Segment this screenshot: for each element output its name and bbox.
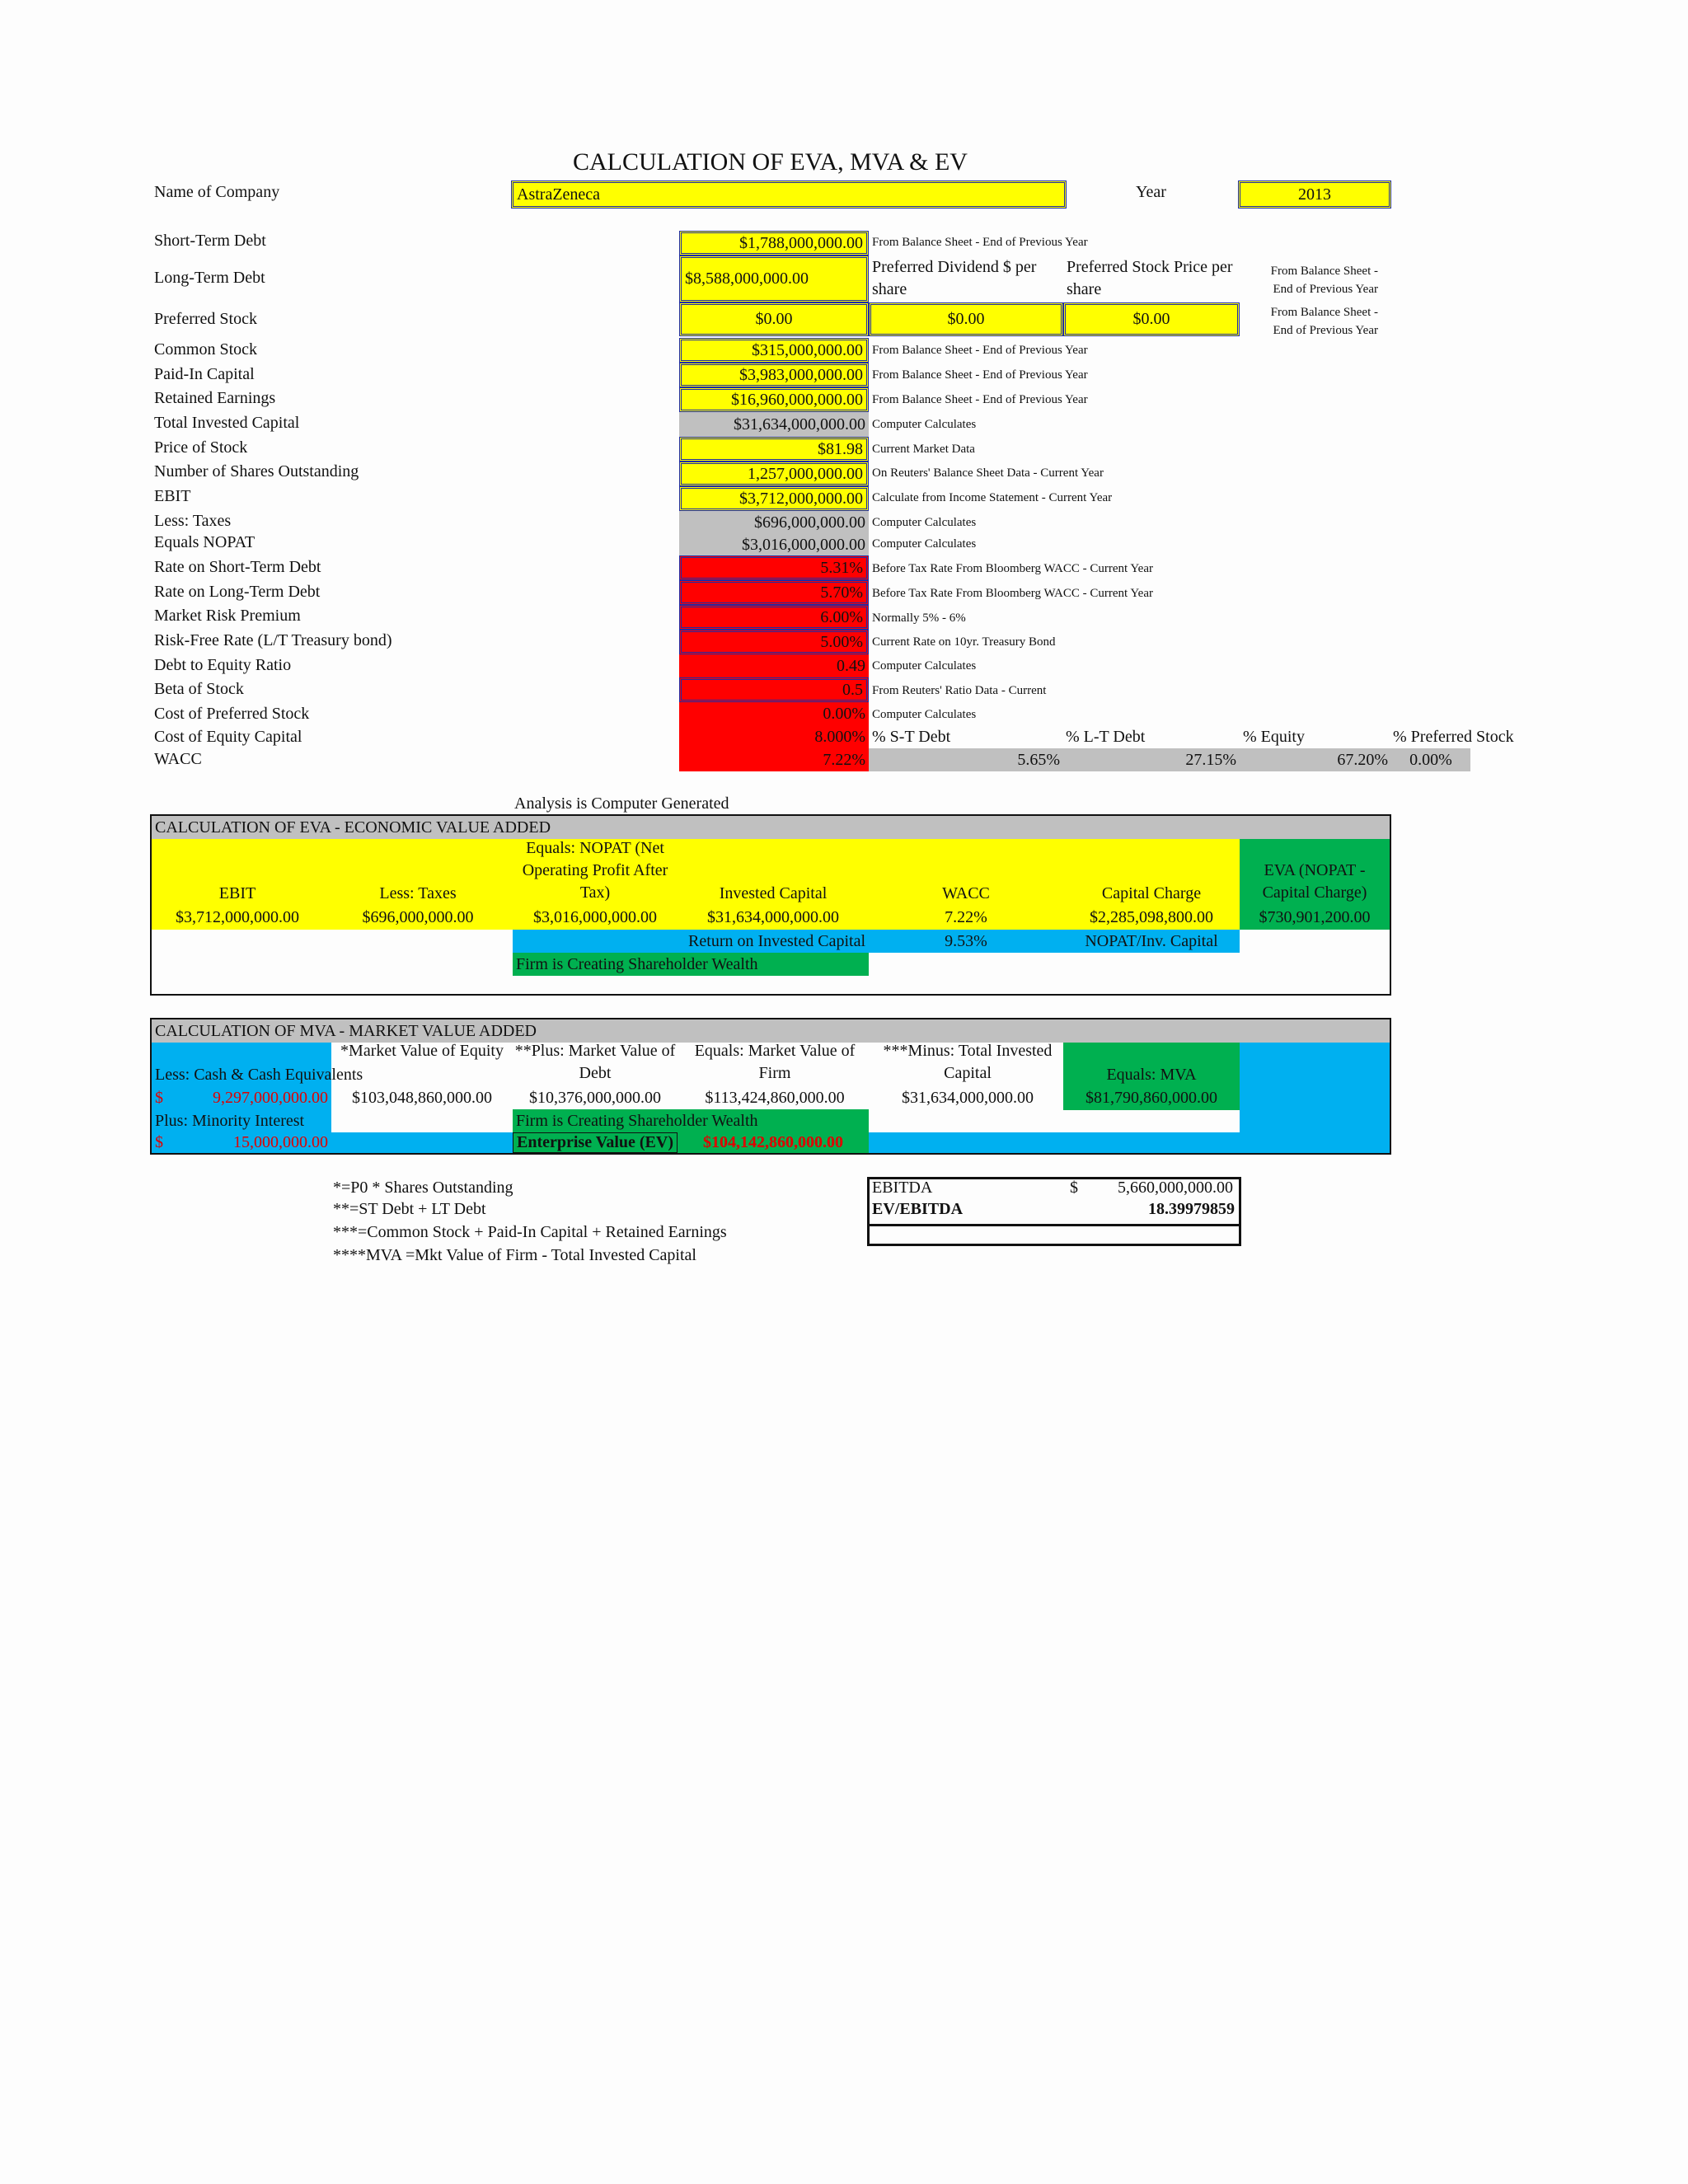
weight-st-label: % S-T Debt <box>872 728 951 746</box>
note-mrp: Normally 5% - 6% <box>872 612 966 625</box>
footnote-1: *=P0 * Shares Outstanding <box>333 1179 513 1197</box>
cost-equity-value: 8.000% <box>679 725 869 748</box>
beta-input[interactable]: 0.5 <box>679 677 869 702</box>
mva-minority-label: Plus: Minority Interest <box>155 1112 305 1130</box>
note-price-of-stock: Current Market Data <box>872 443 975 456</box>
year-input[interactable]: 2013 <box>1238 180 1391 209</box>
label-cost-pref: Cost of Preferred Stock <box>154 705 310 723</box>
label-taxes: Less: Taxes <box>154 512 232 530</box>
long-term-debt-input[interactable]: $8,588,000,000.00 <box>679 255 869 302</box>
ebitda-divider <box>870 1224 1239 1226</box>
label-price-of-stock: Price of Stock <box>154 438 248 457</box>
note-rate-lt: Before Tax Rate From Bloomberg WACC - Current Year <box>872 587 1153 600</box>
note-rate-st: Before Tax Rate From Bloomberg WACC - Current Year <box>872 562 1153 575</box>
weight-pref-value: 0.00% <box>1409 751 1452 769</box>
eva-col-eva: EVA (NOPAT - Capital Charge) <box>1262 861 1367 902</box>
rate-st-input[interactable]: 5.31% <box>679 555 869 580</box>
weight-st-value: 5.65% <box>1017 751 1060 769</box>
eva-roic-note: NOPAT/Inv. Capital <box>1063 930 1240 953</box>
taxes-value: $696,000,000.00 <box>679 511 869 534</box>
mva-mva-value: $81,790,860,000.00 <box>1085 1089 1217 1107</box>
note-paid-in-capital: From Balance Sheet - End of Previous Year <box>872 368 1088 382</box>
ebitda-label: EBITDA <box>872 1179 933 1197</box>
note-common-stock: From Balance Sheet - End of Previous Year <box>872 344 1088 357</box>
shares-outstanding-input[interactable]: 1,257,000,000.00 <box>679 462 869 486</box>
label-short-term-debt: Short-Term Debt <box>154 232 266 250</box>
note-retained-earnings: From Balance Sheet - End of Previous Year <box>872 393 1088 406</box>
de-ratio-value: 0.49 <box>679 654 869 677</box>
ebitda-currency: $ <box>1070 1179 1078 1197</box>
label-de-ratio: Debt to Equity Ratio <box>154 656 292 674</box>
note-taxes: Computer Calculates <box>872 516 977 529</box>
note-cost-pref: Computer Calculates <box>872 708 977 721</box>
mva-minority-currency: $ <box>155 1133 163 1151</box>
ev-ebitda-label: EV/EBITDA <box>872 1200 964 1218</box>
rate-lt-input[interactable]: 5.70% <box>679 580 869 605</box>
note-ebit: Calculate from Income Statement - Current Year <box>872 491 1113 504</box>
note-shares-outstanding: On Reuters' Balance Sheet Data - Current Year <box>872 466 1104 480</box>
mva-header: CALCULATION OF MVA - MARKET VALUE ADDED <box>152 1019 1390 1043</box>
eva-verdict: Firm is Creating Shareholder Wealth <box>513 953 869 976</box>
mva-mv-equity-value: $103,048,860,000.00 <box>352 1089 492 1107</box>
short-term-debt-input[interactable]: $1,788,000,000.00 <box>679 231 869 255</box>
footnote-3: ***=Common Stock + Paid-In Capital + Retained Earnings <box>333 1223 727 1241</box>
mva-cash-label: Less: Cash & Cash Equivalents <box>155 1066 363 1084</box>
ev-ebitda-value: 18.39979859 <box>1148 1200 1235 1218</box>
mva-minority-value: 15,000,000.00 <box>233 1133 328 1151</box>
mva-col-mv-firm: Equals: Market Value of Firm <box>694 1042 856 1082</box>
label-total-invested-capital: Total Invested Capital <box>154 414 300 432</box>
eva-invested-value: $31,634,000,000.00 <box>707 908 839 926</box>
note-short-term-debt: From Balance Sheet - End of Previous Year <box>872 236 1088 249</box>
eva-taxes-value: $696,000,000.00 <box>362 908 474 926</box>
label-retained-earnings: Retained Earnings <box>154 389 276 407</box>
mrp-input[interactable]: 6.00% <box>679 605 869 630</box>
pref-dividend-header: Preferred Dividend $ per share <box>872 258 1037 298</box>
mva-ev-label: Enterprise Value (EV) <box>513 1132 678 1153</box>
label-common-stock: Common Stock <box>154 340 258 359</box>
common-stock-input[interactable]: $315,000,000.00 <box>679 338 869 363</box>
mva-ev-value: $104,142,860,000.00 <box>678 1132 869 1153</box>
note-rf: Current Rate on 10yr. Treasury Bond <box>872 635 1056 649</box>
weight-eq-value: 67.20% <box>1337 751 1388 769</box>
label-preferred-stock: Preferred Stock <box>154 310 257 328</box>
preferred-stock-input[interactable]: $0.00 <box>679 302 869 336</box>
label-long-term-debt: Long-Term Debt <box>154 269 265 287</box>
label-beta: Beta of Stock <box>154 680 244 698</box>
pref-price-header: Preferred Stock Price per share <box>1067 258 1233 298</box>
nopat-value: $3,016,000,000.00 <box>679 534 869 555</box>
label-rate-st: Rate on Short-Term Debt <box>154 558 321 576</box>
footnote-4: ****MVA =Mkt Value of Firm - Total Invested Capital <box>333 1246 696 1264</box>
label-cost-equity: Cost of Equity Capital <box>154 728 302 746</box>
company-label: Name of Company <box>154 183 280 201</box>
eva-ebit-value: $3,712,000,000.00 <box>176 908 299 926</box>
mva-col-mv-equity: *Market Value of Equity <box>340 1042 504 1060</box>
note-beta: From Reuters' Ratio Data - Current <box>872 684 1047 697</box>
eva-roic-value: 9.53% <box>869 930 1063 953</box>
cost-pref-value: 0.00% <box>679 702 869 725</box>
eva-charge-value: $2,285,098,800.00 <box>1090 908 1213 926</box>
ebit-input[interactable]: $3,712,000,000.00 <box>679 486 869 511</box>
note-bs-1: From Balance Sheet - End of Previous Year <box>1270 265 1378 296</box>
price-of-stock-input[interactable]: $81.98 <box>679 437 869 462</box>
mva-cash-value: 9,297,000,000.00 <box>213 1089 328 1107</box>
label-ebit: EBIT <box>154 487 191 505</box>
analysis-note: Analysis is Computer Generated <box>514 794 729 813</box>
label-rate-lt: Rate on Long-Term Debt <box>154 583 321 601</box>
eva-roic-label: Return on Invested Capital <box>513 930 869 953</box>
mva-cash-currency: $ <box>155 1089 163 1107</box>
eva-col-invested: Invested Capital <box>719 884 828 902</box>
footnote-2: **=ST Debt + LT Debt <box>333 1200 486 1218</box>
label-wacc: WACC <box>154 750 202 768</box>
eva-col-taxes: Less: Taxes <box>379 884 457 902</box>
note-total-invested-capital: Computer Calculates <box>872 418 977 431</box>
eva-header: CALCULATION OF EVA - ECONOMIC VALUE ADDED <box>152 816 1390 839</box>
rf-input[interactable]: 5.00% <box>679 630 869 654</box>
label-rf: Risk-Free Rate (L/T Treasury bond) <box>154 631 392 649</box>
wacc-value: 7.22% <box>679 748 869 771</box>
weight-lt-label: % L-T Debt <box>1066 728 1146 746</box>
mva-verdict: Firm is Creating Shareholder Wealth <box>513 1109 869 1132</box>
weight-lt-value: 27.15% <box>1185 751 1236 769</box>
preferred-price-input[interactable]: $0.00 <box>1063 302 1240 336</box>
mva-tic-value: $31,634,000,000.00 <box>902 1089 1034 1107</box>
label-paid-in-capital: Paid-In Capital <box>154 365 255 383</box>
note-bs-2: From Balance Sheet - End of Previous Year <box>1270 306 1378 337</box>
eva-col-nopat: Equals: NOPAT (Net Operating Profit After Tax) <box>522 839 668 902</box>
mva-mv-debt-value: $10,376,000,000.00 <box>529 1089 661 1107</box>
mva-col-mva: Equals: MVA <box>1106 1066 1197 1084</box>
year-label: Year <box>1136 183 1166 201</box>
page-title: CALCULATION OF EVA, MVA & EV <box>573 148 968 176</box>
ebitda-value: 5,660,000,000.00 <box>1118 1179 1233 1197</box>
mva-col-tic: ***Minus: Total Invested Capital <box>883 1042 1053 1082</box>
eva-col-wacc: WACC <box>942 884 990 902</box>
weight-pref-label: % Preferred Stock <box>1393 728 1514 746</box>
mva-mv-firm-value: $113,424,860,000.00 <box>705 1089 845 1107</box>
eva-eva-value: $730,901,200.00 <box>1259 908 1371 926</box>
eva-nopat-value: $3,016,000,000.00 <box>533 908 657 926</box>
note-de-ratio: Computer Calculates <box>872 659 977 673</box>
total-invested-capital-value: $31,634,000,000.00 <box>679 412 869 437</box>
company-input[interactable]: AstraZeneca <box>511 180 1067 209</box>
weight-eq-label: % Equity <box>1243 728 1305 746</box>
eva-wacc-value: 7.22% <box>945 908 987 926</box>
eva-col-charge: Capital Charge <box>1101 884 1202 902</box>
eva-col-ebit: EBIT <box>218 884 256 902</box>
label-shares-outstanding: Number of Shares Outstanding <box>154 462 359 480</box>
label-nopat: Equals NOPAT <box>154 533 256 551</box>
preferred-dividend-input[interactable]: $0.00 <box>869 302 1063 336</box>
paid-in-capital-input[interactable]: $3,983,000,000.00 <box>679 363 869 387</box>
label-mrp: Market Risk Premium <box>154 607 301 625</box>
note-nopat: Computer Calculates <box>872 537 977 551</box>
retained-earnings-input[interactable]: $16,960,000,000.00 <box>679 387 869 412</box>
mva-col-mv-debt: **Plus: Market Value of Debt <box>514 1042 676 1082</box>
